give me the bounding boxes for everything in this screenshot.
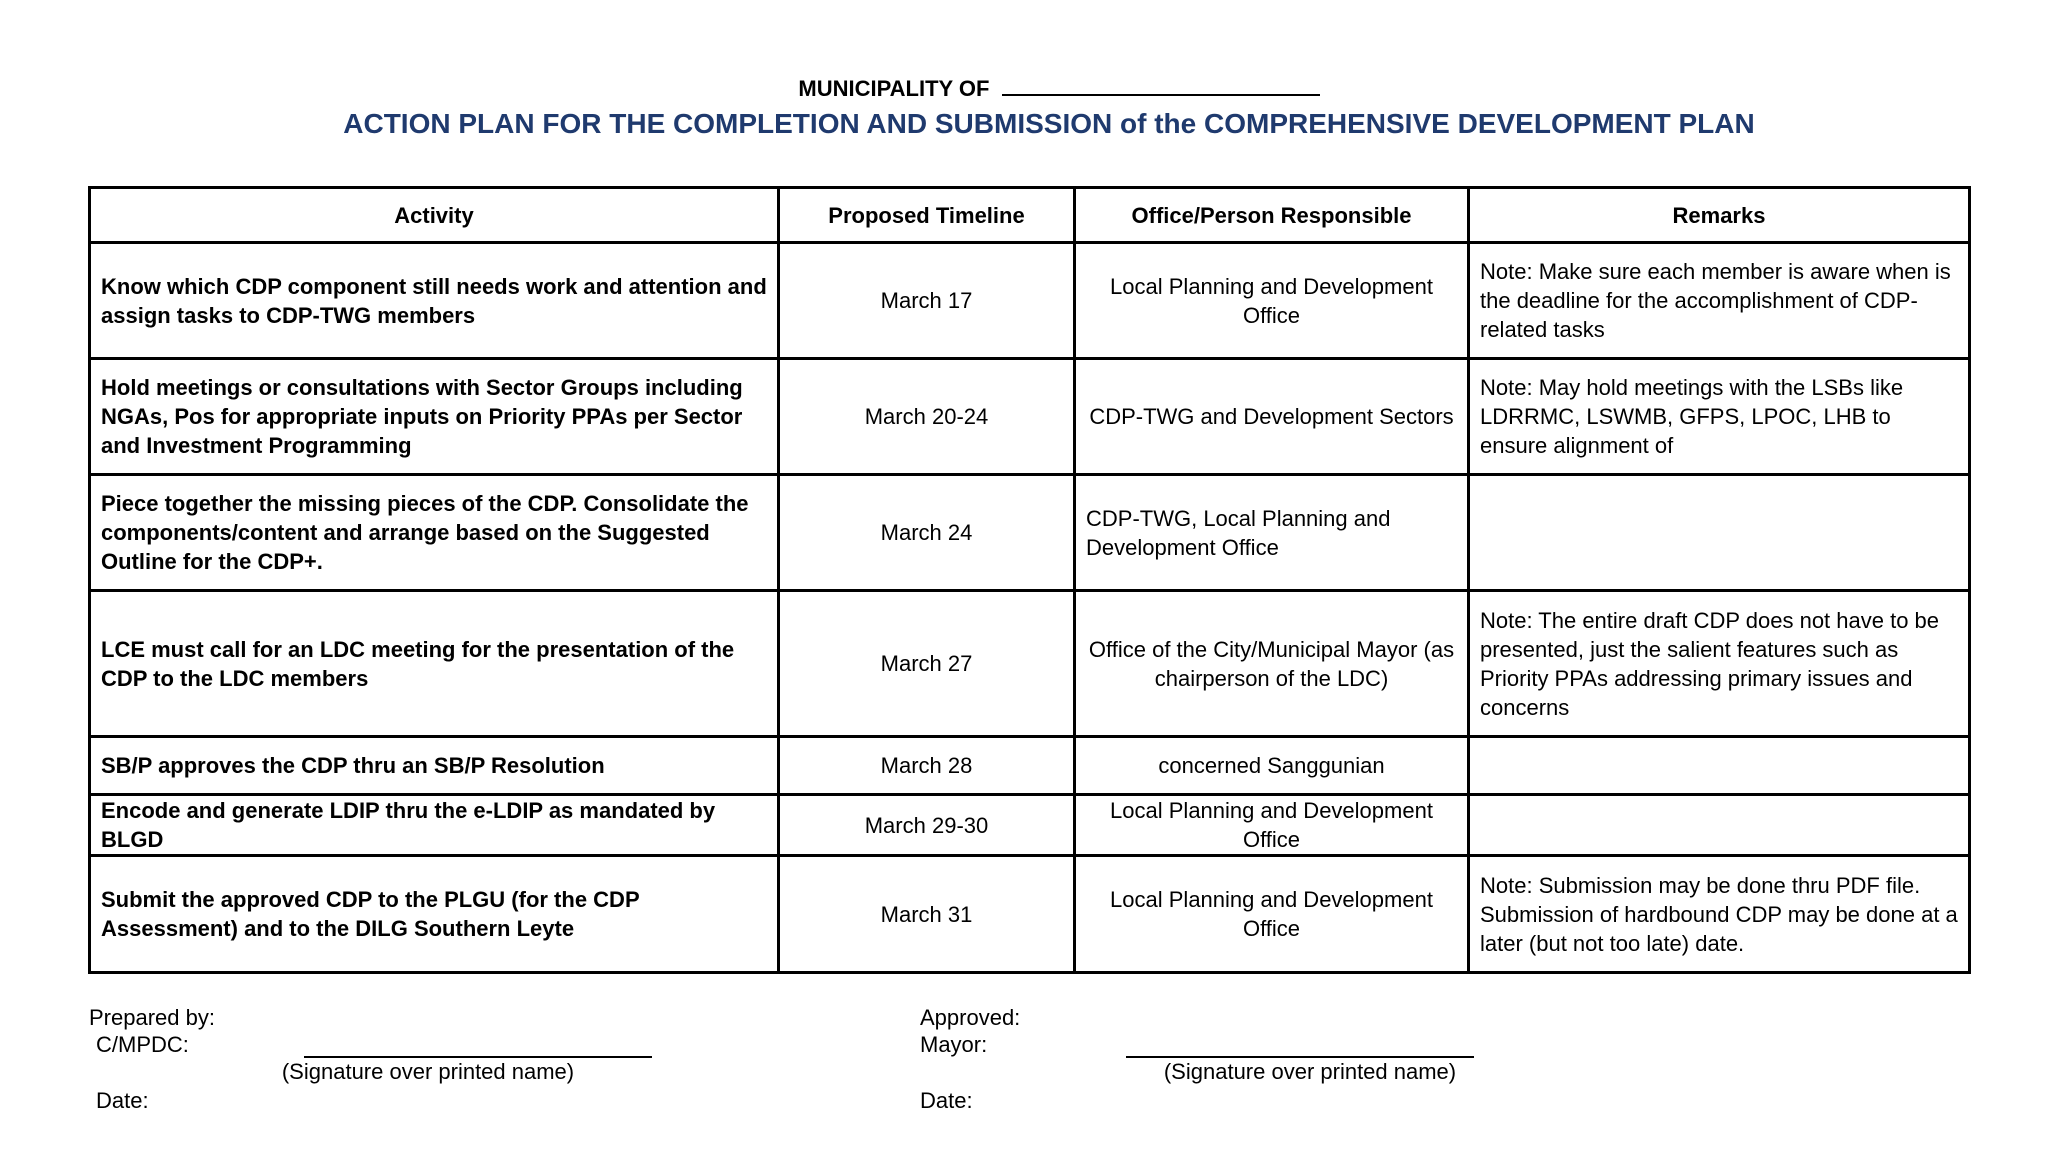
office-cell: concerned Sanggunian (1075, 737, 1469, 795)
office-cell: Office of the City/Municipal Mayor (as chairperson of the LDC) (1075, 591, 1469, 737)
timeline-cell: March 29-30 (779, 795, 1075, 856)
office-cell: Local Planning and Development Office (1075, 856, 1469, 973)
activity-cell: LCE must call for an LDC meeting for the presentation of the CDP to the LDC members (90, 591, 779, 737)
timeline-cell: March 28 (779, 737, 1075, 795)
municipality-line (70, 74, 2048, 103)
table-row (90, 475, 1970, 591)
prepared-by-role: C/MPDC: (96, 1032, 189, 1057)
approved-signature-caption: (Signature over printed name) (1163, 1059, 1457, 1084)
office-cell: CDP-TWG, Local Planning and Development Office (1075, 475, 1469, 591)
timeline-cell: March 20-24 (779, 359, 1075, 475)
column-header-office: Office/Person Responsible (1075, 188, 1469, 243)
table-header-row (90, 188, 1970, 243)
activity-cell: Hold meetings or consultations with Sector Groups including NGAs, Pos for appropriate inputs on Priority PPAs per Sector and Investment Programming (90, 359, 779, 475)
office-cell: Local Planning and Development Office (1075, 243, 1469, 359)
page-header (0, 74, 2048, 141)
column-header-timeline: Proposed Timeline (779, 188, 1075, 243)
activity-cell: Know which CDP component still needs work and attention and assign tasks to CDP-TWG members (90, 243, 779, 359)
table-row (90, 359, 1970, 475)
prepared-by-label: Prepared by: (89, 1005, 215, 1030)
timeline-cell: March 31 (779, 856, 1075, 973)
municipality-name-blank (1002, 74, 1320, 96)
approved-label: Approved: (920, 1005, 1021, 1030)
municipality-label: MUNICIPALITY OF (798, 76, 990, 101)
remarks-cell (1469, 795, 1970, 856)
activity-cell: Piece together the missing pieces of the CDP. Consolidate the components/content and arrange based on the Suggested Outline for the CDP+. (90, 475, 779, 591)
column-header-remarks: Remarks (1469, 188, 1970, 243)
table-row (90, 856, 1970, 973)
activity-cell: Encode and generate LDIP thru the e-LDIP as mandated by BLGD (90, 795, 779, 856)
remarks-cell: Note: May hold meetings with the LSBs like LDRRMC, LSWMB, GFPS, LPOC, LHB to ensure alignment of (1469, 359, 1970, 475)
approved-role: Mayor: (920, 1032, 988, 1057)
table-row (90, 243, 1970, 359)
action-plan-table (88, 186, 1971, 974)
timeline-cell: March 24 (779, 475, 1075, 591)
remarks-cell (1469, 737, 1970, 795)
prepared-signature-caption: (Signature over printed name) (281, 1059, 575, 1084)
table-row (90, 737, 1970, 795)
remarks-cell: Note: The entire draft CDP does not have to be presented, just the salient features such as Priority PPAs addressing primary issues and concerns (1469, 591, 1970, 737)
office-cell: Local Planning and Development Office (1075, 795, 1469, 856)
document-title: ACTION PLAN FOR THE COMPLETION AND SUBMISSION of the COMPREHENSIVE DEVELOPMENT PLAN (343, 108, 1755, 139)
approved-date-label: Date: (920, 1088, 973, 1113)
remarks-cell: Note: Submission may be done thru PDF file. Submission of hardbound CDP may be done at a later (but not too late) date. (1469, 856, 1970, 973)
table-row (90, 795, 1970, 856)
activity-cell: SB/P approves the CDP thru an SB/P Resolution (90, 737, 779, 795)
remarks-cell: Note: Make sure each member is aware when is the deadline for the accomplishment of CDP-related tasks (1469, 243, 1970, 359)
table-row (90, 591, 1970, 737)
office-cell: CDP-TWG and Development Sectors (1075, 359, 1469, 475)
column-header-activity: Activity (90, 188, 779, 243)
prepared-date-label: Date: (96, 1088, 149, 1113)
activity-cell: Submit the approved CDP to the PLGU (for the CDP Assessment) and to the DILG Southern Leyte (90, 856, 779, 973)
timeline-cell: March 17 (779, 243, 1075, 359)
timeline-cell: March 27 (779, 591, 1075, 737)
remarks-cell (1469, 475, 1970, 591)
